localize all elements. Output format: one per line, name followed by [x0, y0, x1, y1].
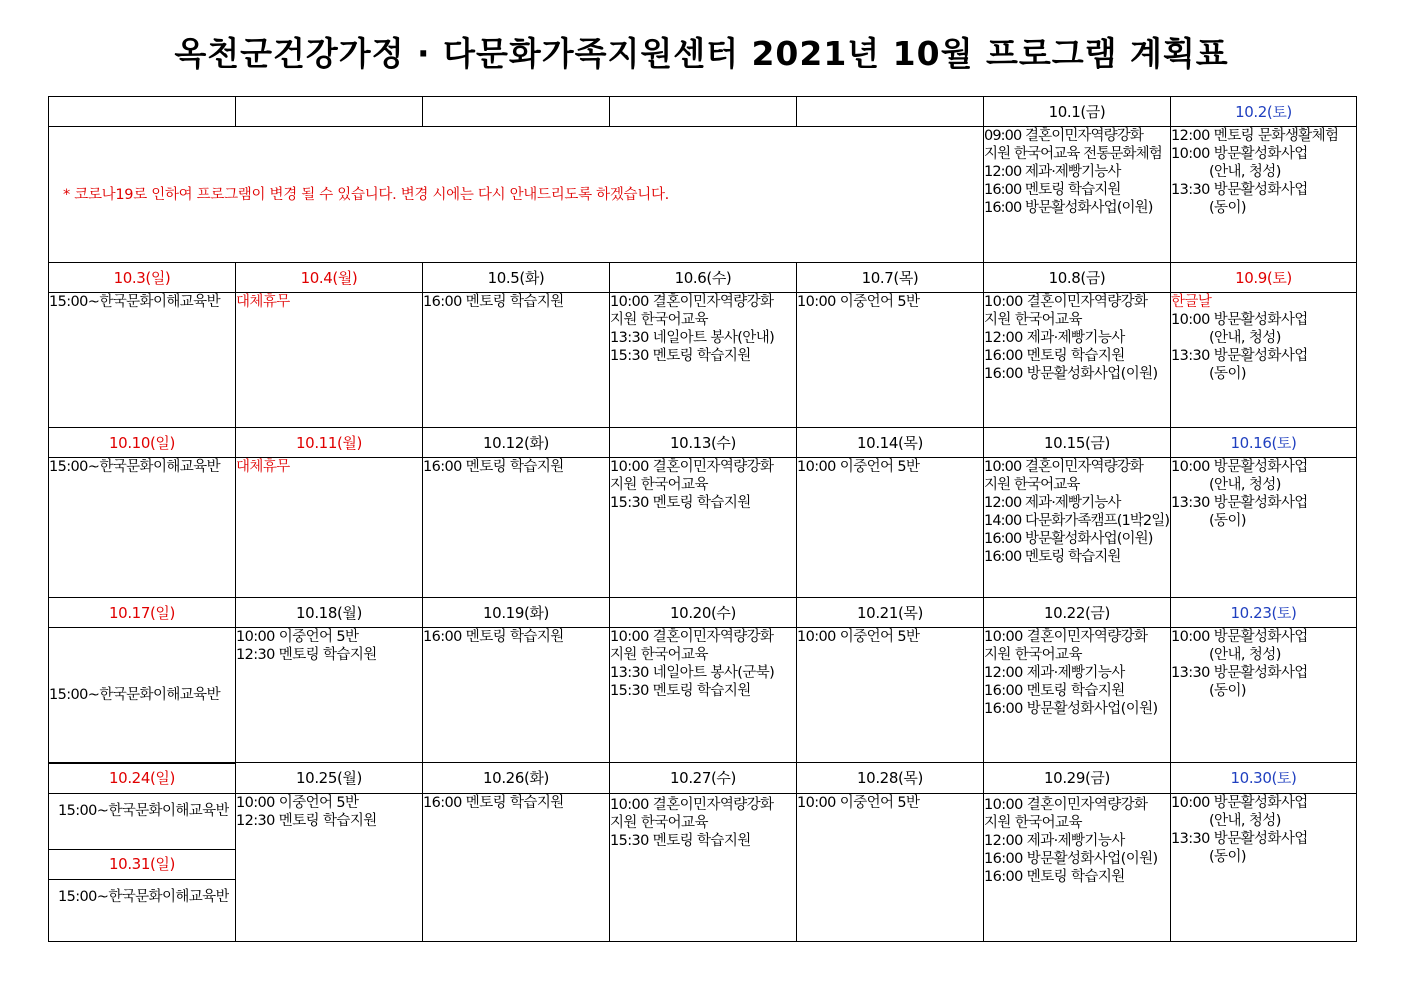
- program-item: 10:00 방문활성화사업: [1171, 794, 1308, 811]
- program-item: 15:00~한국문화이해교육반: [58, 888, 229, 905]
- program-item: 지원 한국어교육: [984, 814, 1082, 831]
- date-wednesday: 10.27(수): [610, 763, 797, 794]
- date-friday: 10.22(금): [984, 598, 1171, 628]
- program-item: 10:00 결혼이민자역량강화: [610, 459, 774, 475]
- date-thursday: 10.21(목): [797, 598, 984, 628]
- empty-date-cell: [423, 97, 610, 127]
- empty-date-cell: [797, 97, 984, 127]
- date-sunday: 10.31(일): [49, 849, 235, 879]
- empty-date-cell: [610, 97, 797, 127]
- program-item: (안내, 청성): [1209, 477, 1281, 493]
- date-thursday: 10.7(목): [797, 263, 984, 293]
- program-item: 16:00 멘토링 학습지원: [984, 868, 1125, 885]
- program-item: 09:00 결혼이민자역량강화: [984, 128, 1143, 144]
- program-item: (안내, 청성): [1209, 330, 1281, 346]
- program-item: 10:00 결혼이민자역량강화: [984, 796, 1148, 813]
- program-item: (동이): [1209, 200, 1246, 216]
- date-friday: 10.1(금): [984, 97, 1171, 127]
- date-thursday: 10.28(목): [797, 763, 984, 794]
- date-sunday: 10.10(일): [49, 428, 236, 458]
- program-item: 10:00 결혼이민자역량강화: [610, 294, 774, 310]
- program-item: 16:00 방문활성화사업(이원): [984, 701, 1158, 717]
- program-item: 10:00 방문활성화사업: [1171, 312, 1308, 328]
- program-cell: [797, 293, 984, 428]
- program-item: 10:00 이중언어 5반: [797, 459, 920, 475]
- program-item: 10:00 결혼이민자역량강화: [984, 294, 1148, 310]
- program-item: 12:00 제과·제빵기능사: [984, 495, 1121, 511]
- program-cell: [49, 628, 236, 763]
- program-item: (동이): [1209, 848, 1246, 865]
- date-thursday: 10.14(목): [797, 428, 984, 458]
- program-cell: [423, 293, 610, 428]
- holiday-label: 한글날: [1171, 294, 1212, 310]
- program-cell: [236, 458, 423, 598]
- program-item: (동이): [1209, 683, 1246, 699]
- program-cell: [797, 458, 984, 598]
- program-item: 12:00 제과·제빵기능사: [984, 164, 1121, 180]
- program-item: 15:30 멘토링 학습지원: [610, 348, 751, 364]
- week3-body-row: [49, 628, 1357, 763]
- program-item: 16:00 멘토링 학습지원: [423, 294, 564, 310]
- program-item: 16:00 멘토링 학습지원: [984, 348, 1125, 364]
- program-cell: [236, 628, 423, 763]
- program-item: 13:30 네일아트 봉사(안내): [610, 330, 775, 346]
- empty-date-cell: [236, 97, 423, 127]
- program-item: 15:30 멘토링 학습지원: [610, 832, 751, 849]
- date-tuesday: 10.12(화): [423, 428, 610, 458]
- program-cell: [1171, 293, 1357, 428]
- program-cell: [610, 293, 797, 428]
- program-item: 지원 한국어교육: [610, 814, 708, 831]
- program-cell: [1171, 793, 1357, 941]
- program-item: (안내, 청성): [1209, 812, 1281, 829]
- program-item: 12:00 제과·제빵기능사: [984, 330, 1125, 346]
- program-item: 12:30 멘토링 학습지원: [236, 647, 377, 663]
- program-item: 13:30 방문활성화사업: [1171, 348, 1308, 364]
- week2-body-row: [49, 458, 1357, 598]
- week3-header-row: [49, 598, 1357, 628]
- program-item: 10:00 방문활성화사업: [1171, 629, 1308, 645]
- program-cell: [984, 793, 1171, 941]
- program-item: 16:00 방문활성화사업(이원): [984, 850, 1158, 867]
- program-cell: [49, 794, 235, 849]
- program-cell: [236, 293, 423, 428]
- program-item: (동이): [1209, 366, 1246, 382]
- program-item: 16:00 방문활성화사업(이원): [984, 366, 1158, 382]
- program-cell: [49, 879, 235, 906]
- date-saturday: 10.9(토): [1171, 263, 1357, 293]
- program-item: 16:00 멘토링 학습지원: [984, 549, 1121, 565]
- sunday-split-cell: [49, 793, 236, 941]
- program-cell: [797, 793, 984, 941]
- program-item: 지원 한국어교육: [610, 312, 708, 328]
- program-item: 16:00 멘토링 학습지원: [423, 629, 564, 645]
- program-cell: [797, 628, 984, 763]
- program-item: 15:30 멘토링 학습지원: [610, 683, 751, 699]
- program-item: 16:00 방문활성화사업(이원): [984, 531, 1153, 547]
- program-item: 10:00 이중언어 5반: [797, 294, 920, 310]
- date-monday: 10.4(월): [236, 263, 423, 293]
- date-friday: 10.29(금): [984, 763, 1171, 794]
- program-item: 13:30 방문활성화사업: [1171, 830, 1308, 847]
- week1-body-row: [49, 293, 1357, 428]
- program-cell: [984, 458, 1171, 598]
- date-sunday: 10.3(일): [49, 263, 236, 293]
- date-monday: 10.11(월): [236, 428, 423, 458]
- program-item: 지원 한국어교육 전통문화체험: [984, 146, 1162, 162]
- date-saturday: 10.23(토): [1171, 598, 1357, 628]
- program-item: 13:30 방문활성화사업: [1171, 665, 1308, 681]
- page-title: 옥천군건강가정 · 다문화가족지원센터 2021년 10월 프로그램 계획표: [174, 34, 1229, 73]
- date-tuesday: 10.26(화): [423, 763, 610, 794]
- program-item: 10:00 결혼이민자역량강화: [610, 796, 774, 813]
- program-item: 10:00 방문활성화사업: [1171, 459, 1308, 475]
- schedule-table: [48, 96, 1357, 942]
- program-item: 대체휴무: [236, 294, 290, 310]
- program-cell: [984, 293, 1171, 428]
- program-item: 10:00 방문활성화사업: [1171, 146, 1308, 162]
- program-item: 대체휴무: [236, 459, 290, 475]
- week2-header-row: [49, 428, 1357, 458]
- week0-header-row: [49, 97, 1357, 127]
- date-saturday: 10.16(토): [1171, 428, 1357, 458]
- program-item: (안내, 청성): [1209, 164, 1281, 180]
- program-item: 10:00 이중언어 5반: [797, 794, 920, 811]
- program-item: 15:00~한국문화이해교육반: [49, 459, 220, 475]
- program-item: 13:30 방문활성화사업: [1171, 495, 1308, 511]
- date-saturday: 10.2(토): [1171, 97, 1357, 127]
- program-list: [1171, 311, 1356, 383]
- program-cell: [423, 628, 610, 763]
- program-item: 10:00 이중언어 5반: [236, 629, 359, 645]
- date-wednesday: 10.13(수): [610, 428, 797, 458]
- program-item: 15:00~한국문화이해교육반: [58, 802, 229, 819]
- program-item: 16:00 방문활성화사업(이원): [984, 200, 1153, 216]
- program-item: 13:30 방문활성화사업: [1171, 182, 1308, 198]
- week0-body-row: [49, 127, 1357, 263]
- program-item: (안내, 청성): [1209, 647, 1281, 663]
- program-item: 지원 한국어교육: [984, 312, 1082, 328]
- program-item: 10:00 이중언어 5반: [797, 629, 920, 645]
- program-item: 16:00 멘토링 학습지원: [984, 683, 1125, 699]
- program-item: 지원 한국어교육: [610, 477, 708, 493]
- program-item: 15:00~한국문화이해교육반: [49, 294, 220, 310]
- empty-date-cell: [49, 97, 236, 127]
- program-item: 12:00 멘토링 문화생활체험: [1171, 128, 1339, 144]
- program-cell: [610, 628, 797, 763]
- date-tuesday: 10.19(화): [423, 598, 610, 628]
- program-cell: [1171, 127, 1357, 263]
- date-tuesday: 10.5(화): [423, 263, 610, 293]
- week4-body-row: [49, 793, 1357, 941]
- program-item: 13:30 네일아트 봉사(군북): [610, 665, 775, 681]
- date-monday: 10.18(월): [236, 598, 423, 628]
- program-item: 10:00 결혼이민자역량강화: [984, 629, 1148, 645]
- date-monday: 10.25(월): [236, 763, 423, 794]
- week1-header-row: [49, 263, 1357, 293]
- program-cell: [610, 458, 797, 598]
- program-item: 10:00 결혼이민자역량강화: [610, 629, 774, 645]
- program-cell: [984, 628, 1171, 763]
- program-item: 16:00 멘토링 학습지원: [423, 459, 564, 475]
- program-cell: [423, 458, 610, 598]
- date-sunday: 10.24(일): [49, 763, 236, 794]
- program-item: 15:30 멘토링 학습지원: [610, 495, 751, 511]
- program-item: 16:00 멘토링 학습지원: [984, 182, 1121, 198]
- program-item: 12:00 제과·제빵기능사: [984, 832, 1125, 849]
- program-item: 12:30 멘토링 학습지원: [236, 812, 377, 829]
- date-saturday: 10.30(토): [1171, 763, 1357, 794]
- program-cell: [49, 458, 236, 598]
- program-item: 12:00 제과·제빵기능사: [984, 665, 1125, 681]
- week4-header-row: [49, 763, 1357, 794]
- date-wednesday: 10.20(수): [610, 598, 797, 628]
- program-cell: [1171, 458, 1357, 598]
- program-cell: [610, 793, 797, 941]
- program-item: 10:00 결혼이민자역량강화: [984, 459, 1143, 475]
- date-friday: 10.15(금): [984, 428, 1171, 458]
- program-item: 지원 한국어교육: [984, 477, 1080, 493]
- program-cell: [1171, 628, 1357, 763]
- program-cell: [49, 293, 236, 428]
- program-cell: [236, 793, 423, 941]
- notice-text: * 코로나19로 인하여 프로그램이 변경 될 수 있습니다. 변경 시에는 다시 안내드리도록 하겠습니다.: [49, 127, 984, 263]
- program-item: (동이): [1209, 513, 1246, 529]
- program-item: 10:00 이중언어 5반: [236, 794, 359, 811]
- program-cell: [423, 793, 610, 941]
- date-sunday: 10.17(일): [49, 598, 236, 628]
- program-item: 지원 한국어교육: [610, 647, 708, 663]
- program-item: 지원 한국어교육: [984, 647, 1082, 663]
- program-item: 15:00~한국문화이해교육반: [49, 686, 220, 703]
- program-cell: [984, 127, 1171, 263]
- program-item: 14:00 다문화가족캠프(1박2일): [984, 513, 1170, 529]
- program-item: 16:00 멘토링 학습지원: [423, 794, 564, 811]
- date-friday: 10.8(금): [984, 263, 1171, 293]
- date-wednesday: 10.6(수): [610, 263, 797, 293]
